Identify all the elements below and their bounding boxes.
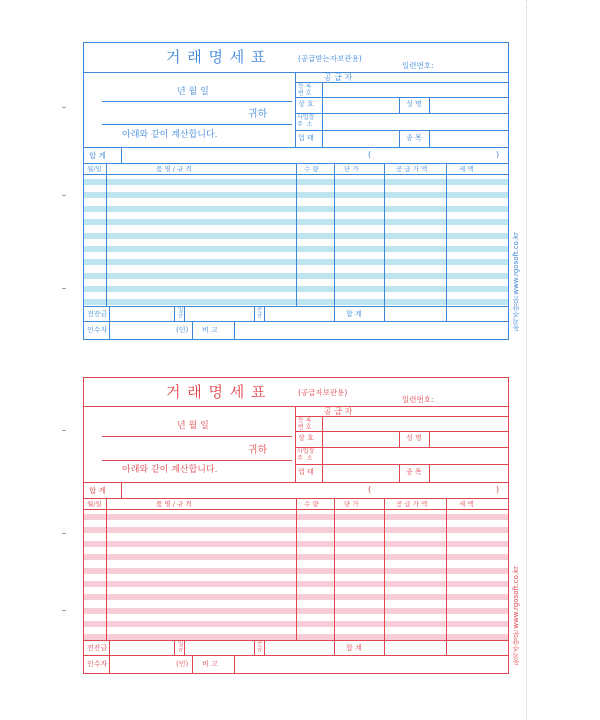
punch-mark: [62, 430, 66, 431]
copy-label: (공급받는자보관용): [298, 54, 362, 63]
serial-number-label: 일련번호:: [402, 61, 434, 70]
paren-open: (: [368, 485, 372, 494]
statement-text: 아래와 같이 계산합니다.: [122, 465, 218, 475]
column-tax: 세 액: [459, 165, 474, 173]
punch-mark: [62, 195, 66, 196]
column-item-spec: 품 명 / 규 격: [156, 165, 192, 173]
footer-sum-label: 합 계: [346, 644, 362, 652]
punch-mark: [62, 107, 66, 108]
remarks-label: 비 고: [202, 660, 218, 668]
deposit-label: 입 금: [178, 641, 184, 654]
column-item-spec: 품 명 / 규 격: [156, 500, 192, 508]
business-label: 업 태: [298, 134, 314, 142]
date-label: 년 월 일: [177, 421, 209, 431]
punch-mark: [62, 288, 66, 289]
prev-balance-label: 전잔금: [87, 310, 108, 318]
item-label: 종 목: [406, 134, 422, 142]
column-unit-price: 단 가: [344, 165, 359, 173]
punch-mark: [62, 610, 66, 611]
balance-label: 잔 금: [257, 641, 263, 654]
address-label: 사업장 주 소: [297, 448, 315, 462]
paren-open: (: [368, 150, 372, 159]
deposit-label: 입 금: [178, 307, 184, 320]
remarks-label: 비 고: [202, 326, 218, 334]
side-print-text: 동지주양문 www.rgosoft.co.kr: [512, 566, 520, 666]
form-title: 거 래 명 세 표: [166, 383, 267, 401]
company-label: 상 호: [298, 434, 314, 442]
name-label: 성 명: [406, 434, 422, 442]
column-quantity: 수 량: [304, 500, 319, 508]
paren-close: ): [496, 150, 500, 159]
column-unit-price: 단 가: [344, 500, 359, 508]
column-quantity: 수 량: [304, 165, 319, 173]
total-label: 합 계: [89, 151, 106, 160]
item-label: 종 목: [406, 468, 422, 476]
balance-label: 잔 금: [257, 307, 263, 320]
honorific-label: 귀하: [248, 445, 268, 456]
company-label: 상 호: [298, 100, 314, 108]
serial-number-label: 일련번호:: [402, 395, 434, 404]
column-date: 월/일: [87, 165, 102, 173]
reg-no-label: 등 록 번 호: [298, 83, 312, 97]
column-supply-amount: 공 급 가 액: [396, 500, 428, 508]
business-label: 업 태: [298, 468, 314, 476]
column-supply-amount: 공 급 가 액: [396, 165, 428, 173]
address-label: 사업장 주 소: [297, 114, 315, 128]
side-print-text: 동지주양문 www.rgosoft.co.kr: [512, 232, 520, 332]
name-label: 성 명: [406, 100, 422, 108]
date-label: 년 월 일: [177, 87, 209, 97]
supplier-header: 공 급 자: [324, 407, 353, 416]
total-label: 합 계: [89, 486, 106, 495]
receiver-label: 인수자: [87, 326, 108, 334]
column-tax: 세 액: [459, 500, 474, 508]
column-date: 월/일: [87, 500, 102, 508]
invoice-form-buyer-copy: [83, 42, 509, 340]
supplier-header: 공 급 자: [324, 73, 353, 82]
seal-label: (인): [176, 660, 189, 668]
statement-text: 아래와 같이 계산합니다.: [122, 130, 218, 140]
form-title: 거 래 명 세 표: [166, 48, 267, 66]
honorific-label: 귀하: [248, 109, 268, 120]
page-edge-line: [526, 0, 527, 720]
invoice-form-supplier-copy: [83, 377, 509, 674]
copy-label: (공급자보관용): [298, 388, 348, 397]
seal-label: (인): [176, 326, 189, 334]
receiver-label: 인수자: [87, 660, 108, 668]
reg-no-label: 등 록 번 호: [298, 417, 312, 431]
punch-mark: [62, 533, 66, 534]
paren-close: ): [496, 485, 500, 494]
footer-sum-label: 합 계: [346, 310, 362, 318]
prev-balance-label: 전잔금: [87, 644, 108, 652]
